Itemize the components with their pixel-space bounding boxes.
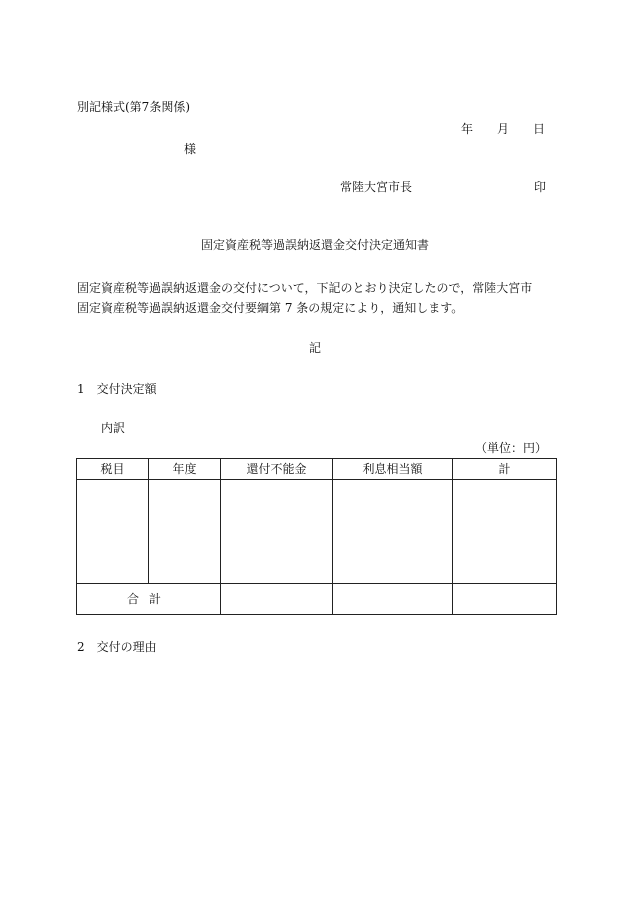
header-cell-interest-equivalent: 利息相当額 xyxy=(362,462,423,476)
section-2-heading: 2 交付の理由 xyxy=(77,640,157,654)
date-year-label: 年 xyxy=(461,122,474,136)
body-text-line-2: 固定資産税等過誤納返還金交付要綱第 7 条の規定により，通知します。 xyxy=(77,301,464,315)
seal-mark: 印 xyxy=(534,180,547,194)
header-cell-unrefundable-amount: 還付不能金 xyxy=(246,462,307,476)
header-cell-subtotal: 計 xyxy=(498,462,511,476)
unit-label: （単位：円） xyxy=(475,441,548,455)
header-cell-fiscal-year: 年度 xyxy=(172,462,197,476)
header-cell-tax-item: 税目 xyxy=(100,462,125,476)
breakdown-table xyxy=(76,458,557,615)
addressee-suffix: 様 xyxy=(184,142,197,156)
date-month-label: 月 xyxy=(497,122,510,136)
section-1-heading: 1 交付決定額 xyxy=(77,382,157,396)
total-row-label: 合計 xyxy=(126,592,171,606)
table-row xyxy=(77,480,556,583)
ki-heading: 記 xyxy=(308,341,321,355)
body-text-line-1: 固定資産税等過誤納返還金の交付について，下記のとおり決定したので，常陸大宮市 xyxy=(77,281,533,295)
date-line xyxy=(461,123,545,135)
document-title: 固定資産税等過誤納返還金交付決定通知書 xyxy=(200,238,429,252)
form-label: 別記様式(第7条関係) xyxy=(77,100,190,114)
date-day-label: 日 xyxy=(533,122,546,136)
breakdown-label: 内訳 xyxy=(101,421,126,435)
issuer-name: 常陸大宮市長 xyxy=(340,180,413,194)
